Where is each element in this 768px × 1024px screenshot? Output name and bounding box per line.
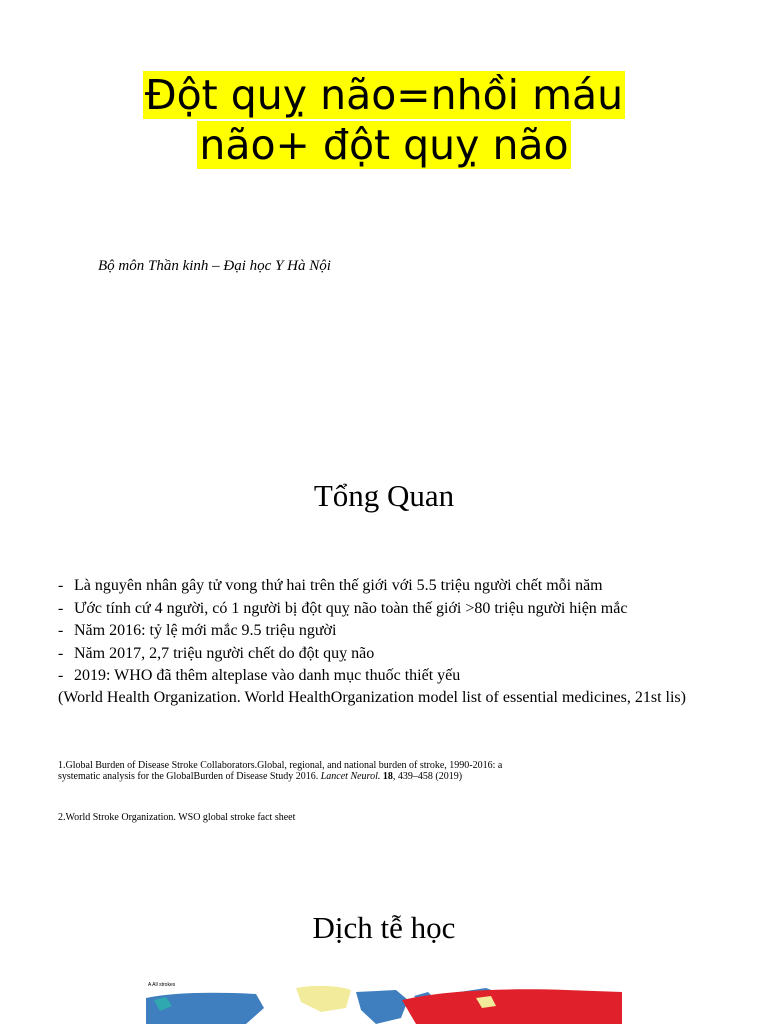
department-subtitle: Bộ môn Thần kinh – Đại học Y Hà Nội (98, 258, 331, 274)
dash-bullet-icon: - (58, 667, 64, 684)
bullet-item (58, 643, 718, 666)
dash-bullet-icon: - (58, 644, 64, 662)
world-stroke-map-image (146, 978, 622, 1024)
world-map-graphic (146, 978, 622, 1024)
bullet-text: Ước tính cứ 4 người, có 1 người bị đột quỵ não toàn thế giới >80 triệu người hiện mắc (74, 599, 628, 617)
reference-1-journal: Lancet Neurol. (320, 771, 381, 782)
bullet-text: 2019: WHO đã thêm alteplase vào danh mục thuốc thiết yếu (74, 667, 461, 684)
reference-2: 2.World Stroke Organization. WSO global stroke fact sheet (58, 812, 296, 823)
epidemiology-heading: Dịch tễ học (312, 910, 456, 945)
reference-1-text: 1.Global Burden of Disease Stroke Collaborators.Global, regional, and national burden of stroke, 1990-2016: a systematic analysis for the GlobalBurden of Disease Study 2016. (58, 760, 503, 782)
reference-1-pages: , 439–458 (2019) (392, 771, 463, 782)
dash-bullet-icon: - (58, 577, 64, 594)
overview-heading: Tổng Quan (313, 478, 455, 513)
bullet-item (58, 575, 718, 598)
who-citation-note: (World Health Organization. World HealthOrganization model list of essential medicines, 21st lis) (58, 689, 686, 706)
reference-1-volume: 18 (382, 771, 393, 782)
dash-bullet-icon: - (58, 599, 64, 617)
bullet-text: Là nguyên nhân gây tử vong thứ hai trên thế giới với 5.5 triệu người chết mỗi năm (74, 577, 603, 594)
bullet-item (58, 665, 718, 688)
overview-bullet-list (58, 575, 718, 688)
reference-1 (58, 760, 518, 782)
slide-title (0, 70, 768, 170)
bullet-text: Năm 2016: tỷ lệ mới mắc 9.5 triệu người (74, 622, 337, 639)
bullet-text: Năm 2017, 2,7 triệu người chết do đột quỵ não (74, 644, 375, 662)
map-panel-label: A All strokes (148, 982, 176, 988)
bullet-item (58, 620, 718, 643)
title-line-2: não+ đột quỵ não (199, 121, 569, 169)
title-line-1: Đột quỵ não=nhồi máu (144, 71, 624, 119)
bullet-item (58, 598, 718, 621)
dash-bullet-icon: - (58, 622, 64, 639)
